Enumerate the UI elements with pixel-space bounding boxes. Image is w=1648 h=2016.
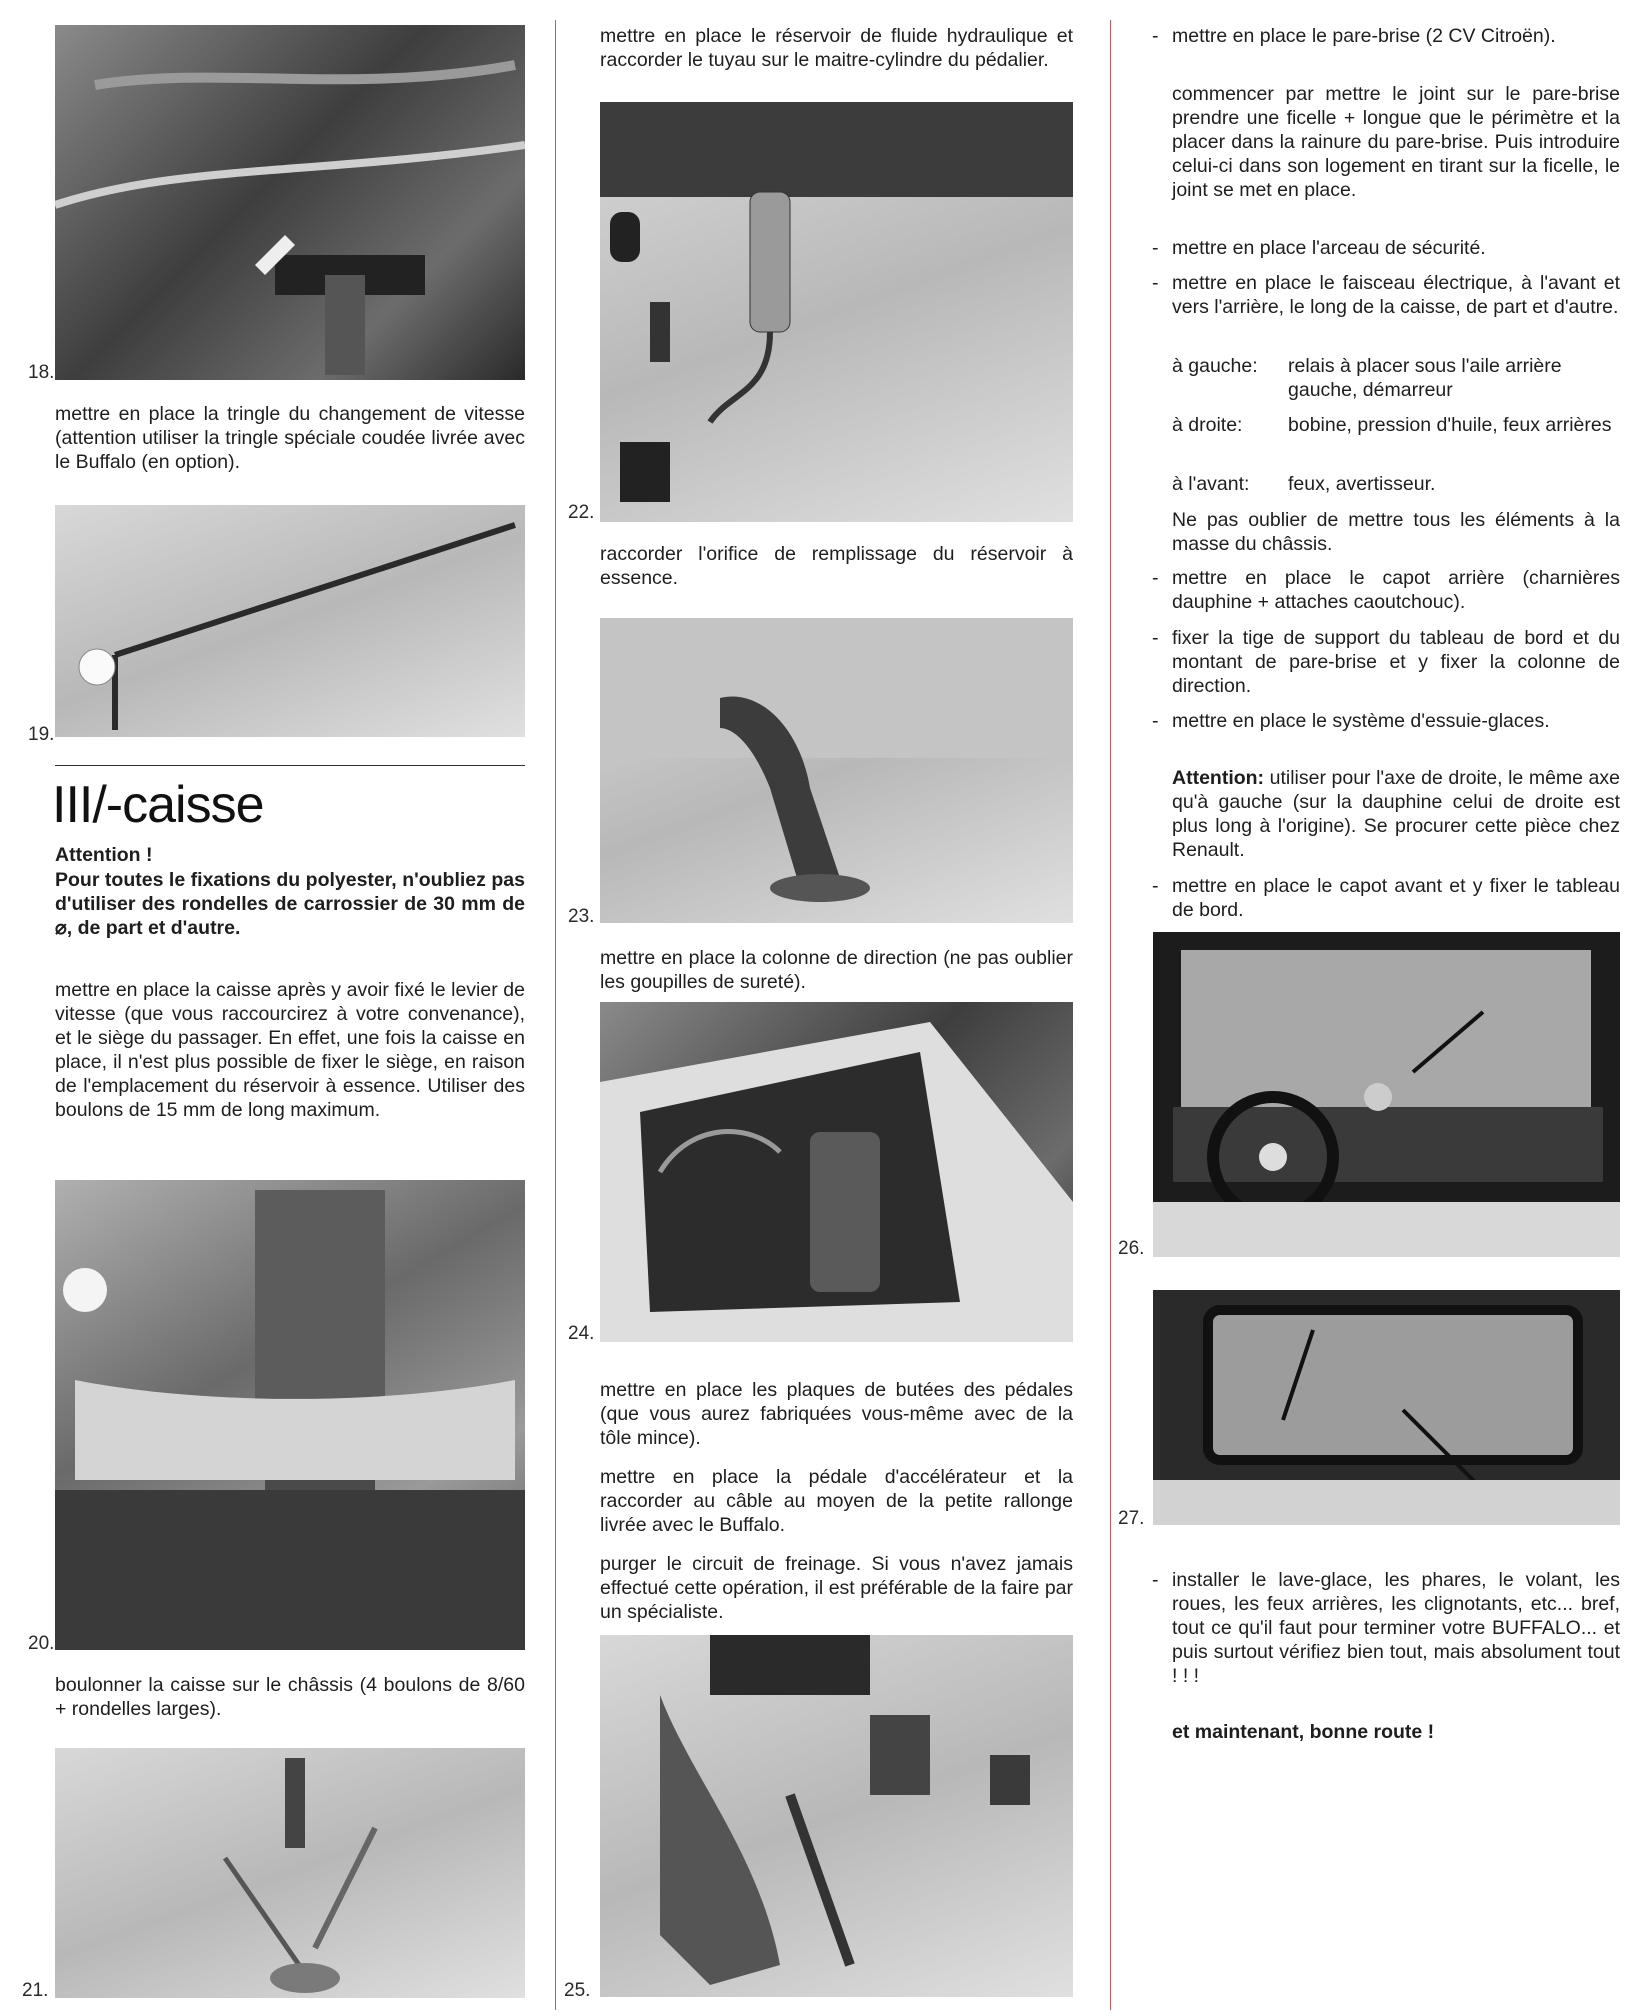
closing-line: et maintenant, bonne route ! bbox=[1172, 1721, 1435, 1743]
attention-text: Pour toutes le fixations du polyester, n'oubliez pas d'utiliser des rondelles de carrossier de 30 mm de ⌀, de part et d'autre. bbox=[55, 869, 525, 939]
column-divider-right bbox=[1110, 20, 1111, 2010]
bullet-final: - installer le lave-glace, les phares, le volant, les roues, les feux arrières, les clignotants, etc... bref, tout ce qu'il faut pour terminer votre BUFFALO... et puis surtout vérifiez bien tout, mais absolument tout ! ! ! bbox=[1152, 1569, 1620, 1687]
paragraph-masse: Ne pas oublier de mettre tous les éléments à la masse du châssis. bbox=[1172, 509, 1620, 555]
paragraph-joint: commencer par mettre le joint sur le pare-brise prendre une ficelle + longue que le périmètre et la placer dans la rainure du pare-brise. Puis introduire celui-ci dans son logement en tirant sur la ficelle, le joint se met en place. bbox=[1172, 83, 1620, 201]
figure-number-21: 21. bbox=[22, 1980, 49, 2001]
bullet-final-text: installer le lave-glace, les phares, le volant, les roues, les feux arrières, les clignotants, etc... bref, tout ce qu'il faut pour terminer votre BUFFALO... et puis surtout vérifiez bien tout, mais absolument tout ! ! ! bbox=[1172, 1569, 1620, 1687]
wiring-left bbox=[1172, 354, 1620, 402]
bullet-parebrise: - mettre en place le pare-brise (2 CV Citroën). bbox=[1152, 25, 1556, 47]
wiring-left-key: à gauche: bbox=[1172, 355, 1258, 377]
bullet-parebrise-text: mettre en place le pare-brise (2 CV Citroën). bbox=[1172, 25, 1556, 47]
photo-21-bolting bbox=[55, 1748, 525, 1998]
figure-number-23: 23. bbox=[568, 906, 595, 927]
bullet-arceau-text: mettre en place l'arceau de sécurité. bbox=[1172, 237, 1486, 259]
bullet-tige-text: fixer la tige de support du tableau de bord et du montant de pare-brise et y fixer la colonne de direction. bbox=[1172, 627, 1620, 697]
bullet-tige: - fixer la tige de support du tableau de bord et du montant de pare-brise et y fixer la colonne de direction. bbox=[1152, 627, 1620, 697]
attention-note-text: utiliser pour l'axe de droite, le même axe qu'à gauche (sur la dauphine celui de droite est plus long à l'origine). Se procurer cette pièce chez Renault. bbox=[1172, 767, 1620, 861]
photo-25-accelerator-pedal bbox=[600, 1635, 1073, 1997]
wiring-right-key: à droite: bbox=[1172, 414, 1243, 436]
figure-number-25: 25. bbox=[564, 1980, 591, 2001]
attention-label: Attention: bbox=[1172, 767, 1265, 789]
paragraph-purger: purger le circuit de freinage. Si vous n'avez jamais effectué cette opération, il est préférable de la faire par un spécialiste. bbox=[600, 1553, 1073, 1623]
column-divider-left bbox=[555, 20, 556, 2010]
wiring-front bbox=[1172, 472, 1620, 496]
attention-heading: Attention ! bbox=[55, 844, 153, 866]
attention-note bbox=[1172, 766, 1620, 862]
wiring-right bbox=[1172, 413, 1620, 461]
figure-number-24: 24. bbox=[568, 1323, 595, 1344]
wiring-left-value: relais à placer sous l'aile arrière gauche, démarreur bbox=[1288, 355, 1562, 401]
caption-18: mettre en place la tringle du changement de vitesse (attention utiliser la tringle spéciale coudée livrée avec le Buffalo (en option). bbox=[55, 403, 525, 473]
caption-23: mettre en place la colonne de direction (ne pas oublier les goupilles de sureté). bbox=[600, 947, 1073, 993]
section-rule bbox=[55, 765, 525, 766]
section-title: III/-caisse bbox=[52, 776, 264, 834]
bullet-arceau: - mettre en place l'arceau de sécurité. bbox=[1152, 237, 1486, 259]
paragraph-pedale: mettre en place la pédale d'accélérateur et la raccorder au câble au moyen de la petite rallonge livrée avec le Buffalo. bbox=[600, 1466, 1073, 1536]
bullet-capot-arriere-text: mettre en place le capot arrière (charnières dauphine + attaches caoutchouc). bbox=[1172, 567, 1620, 613]
figure-number-27: 27. bbox=[1118, 1508, 1145, 1529]
wiring-front-value: feux, avertisseur. bbox=[1288, 473, 1436, 495]
photo-23-fuel-filler bbox=[600, 618, 1073, 923]
bullet-faisceau: - mettre en place le faisceau électrique, à l'avant et vers l'arrière, le long de la caisse, de part et d'autre. bbox=[1152, 272, 1620, 318]
bullet-capot-avant: - mettre en place le capot avant et y fixer le tableau de bord. bbox=[1152, 875, 1620, 921]
photo-24-steering-column bbox=[600, 1002, 1073, 1342]
bullet-capot-avant-text: mettre en place le capot avant et y fixer le tableau de bord. bbox=[1172, 875, 1620, 921]
wiring-front-key: à l'avant: bbox=[1172, 473, 1250, 495]
figure-number-20: 20. bbox=[28, 1633, 55, 1654]
figure-number-19: 19. bbox=[28, 724, 55, 745]
bullet-faisceau-text: mettre en place le faisceau électrique, à l'avant et vers l'arrière, le long de la caisse, de part et d'autre. bbox=[1172, 272, 1620, 318]
paragraph-plaques: mettre en place les plaques de butées des pédales (que vous aurez fabriquées vous-même avec de la tôle mince). bbox=[600, 1379, 1073, 1449]
photo-19-gear-rod bbox=[55, 505, 525, 737]
bullet-essuie: - mettre en place le système d'essuie-glaces. bbox=[1152, 710, 1550, 732]
figure-number-22: 22. bbox=[568, 502, 595, 523]
paragraph-caisse: mettre en place la caisse après y avoir fixé le levier de vitesse (que vous raccourcirez à votre convenance), et le siège du passager. En effet, une fois la caisse en place, il n'est plus possible de fixer le siège, en raison de l'emplacement du réservoir à essence. Utiliser des boulons de 15 mm de long maximum. bbox=[55, 979, 525, 1121]
bullet-capot-arriere: - mettre en place le capot arrière (charnières dauphine + attaches caoutchouc). bbox=[1152, 567, 1620, 613]
caption-22: raccorder l'orifice de remplissage du réservoir à essence. bbox=[600, 543, 1073, 589]
col2-top-text: mettre en place le réservoir de fluide hydraulique et raccorder le tuyau sur le maitre-cylindre du pédalier. bbox=[600, 25, 1073, 71]
photo-18-gear-linkage bbox=[55, 25, 525, 380]
figure-number-26: 26. bbox=[1118, 1238, 1145, 1259]
figure-number-18: 18. bbox=[28, 362, 55, 383]
bullet-essuie-text: mettre en place le système d'essuie-glaces. bbox=[1172, 710, 1550, 732]
photo-20-man-installing-body bbox=[55, 1180, 525, 1650]
caption-20: boulonner la caisse sur le châssis (4 boulons de 8/60 + rondelles larges). bbox=[55, 1674, 525, 1720]
photo-26-dashboard bbox=[1153, 932, 1620, 1257]
photo-27-windscreen-wipers bbox=[1153, 1290, 1620, 1525]
photo-22-hydraulic-reservoir bbox=[600, 102, 1073, 522]
wiring-right-value: bobine, pression d'huile, feux arrières bbox=[1288, 414, 1612, 436]
